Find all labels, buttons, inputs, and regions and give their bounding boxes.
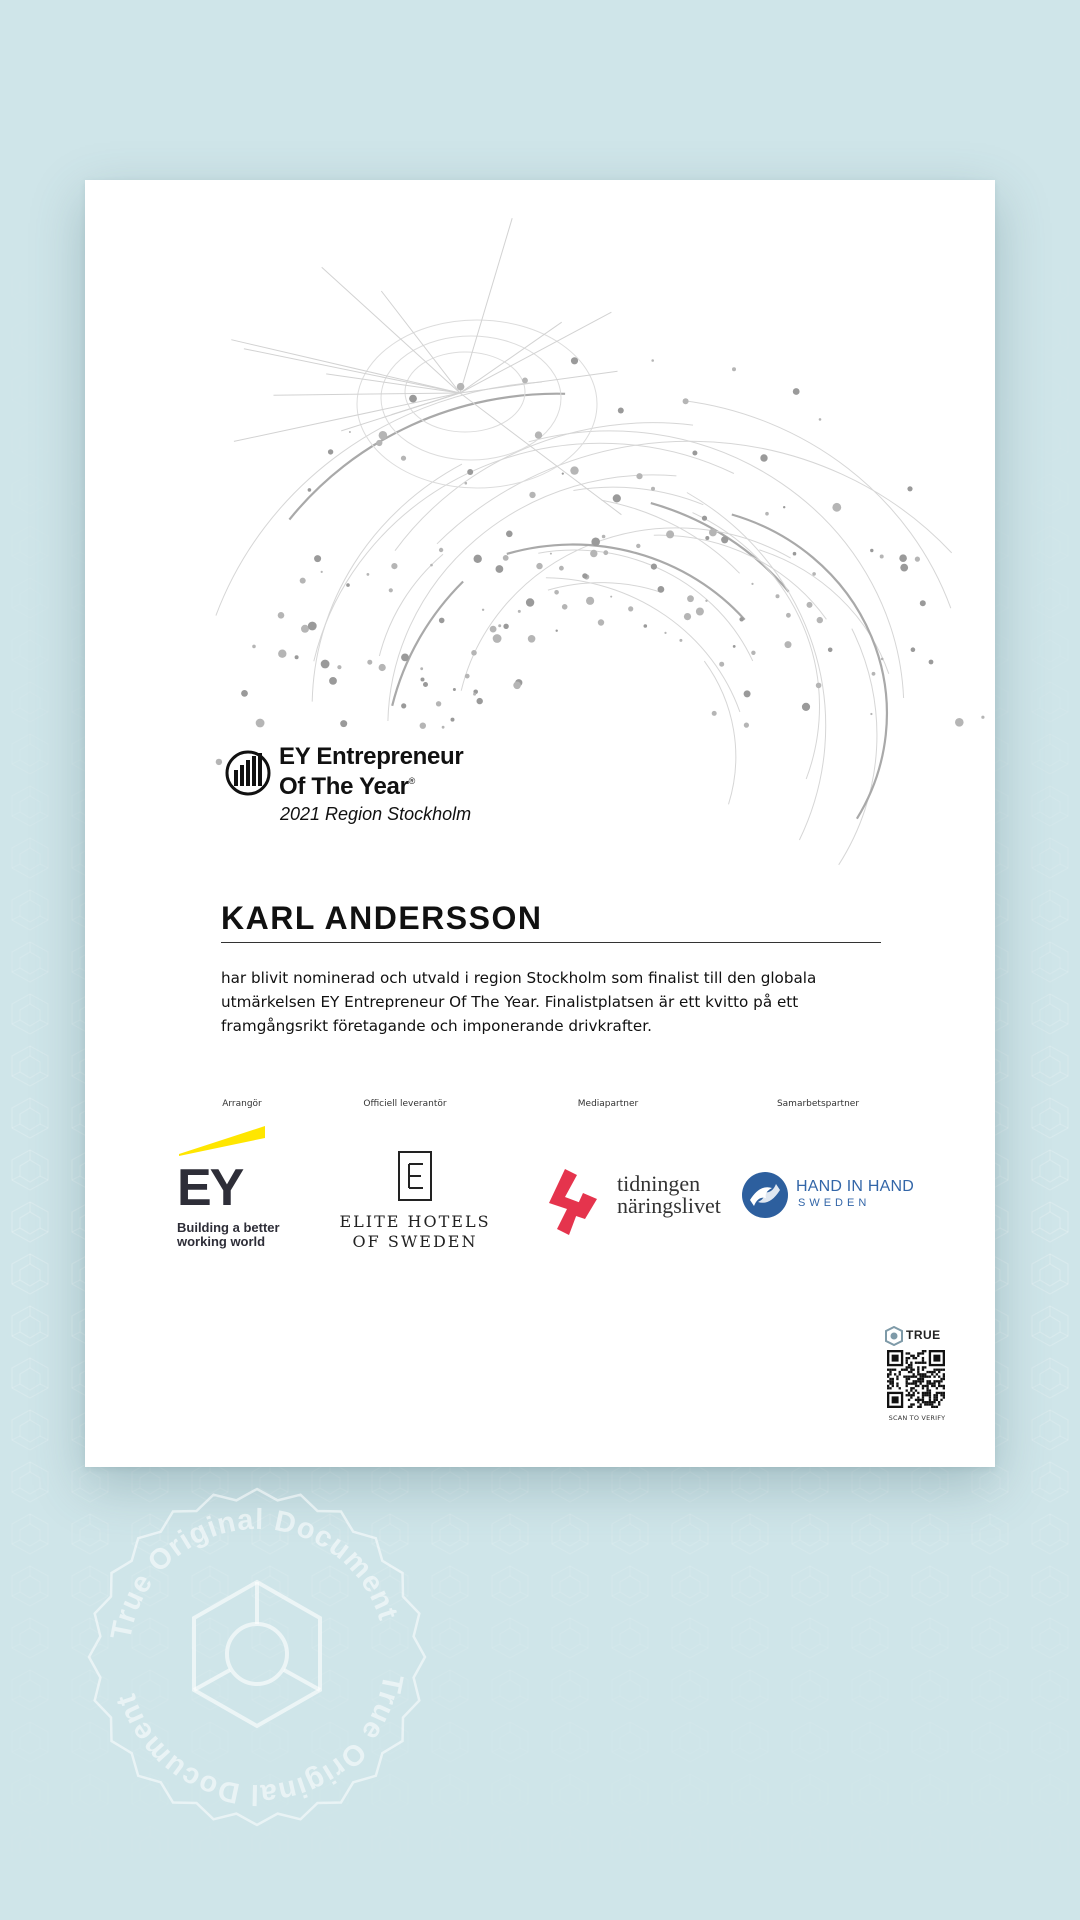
globe-node [556, 630, 558, 632]
elite-e-icon [397, 1150, 433, 1202]
globe-node [907, 486, 912, 491]
hands-icon [740, 1170, 790, 1220]
globe-node [308, 622, 317, 631]
globe-arc [529, 431, 904, 698]
ey-logo [177, 1124, 307, 1254]
globe-node [436, 701, 441, 706]
globe-node [613, 494, 621, 502]
globe-node [870, 549, 873, 552]
globe-node [278, 650, 286, 658]
globe-node [379, 431, 388, 440]
globe-node [687, 595, 694, 602]
globe-node [872, 672, 876, 676]
globe-arc [538, 550, 752, 661]
globe-node [586, 597, 594, 605]
globe-node [598, 619, 604, 625]
globe-node [705, 600, 707, 602]
globe-node [733, 645, 736, 648]
globe-node [420, 723, 426, 729]
award-title [279, 744, 539, 799]
globe-node [628, 606, 633, 611]
globe-node [490, 626, 497, 633]
globe-arc [573, 487, 703, 505]
globe-node [453, 688, 456, 691]
globe-node [252, 645, 256, 649]
globe-node [881, 658, 884, 661]
globe-node [379, 664, 386, 671]
globe-spoke [234, 393, 460, 441]
globe-node [721, 536, 728, 543]
globe-node [783, 506, 785, 508]
globe-node [430, 564, 433, 567]
globe-node [651, 564, 657, 570]
globe-node [981, 716, 984, 719]
globe-node [308, 488, 312, 492]
globe-node [401, 703, 406, 708]
globe-node [256, 719, 265, 728]
globe-node [536, 563, 542, 569]
globe-node [807, 602, 813, 608]
globe-spoke [244, 349, 460, 393]
globe-node [496, 565, 504, 573]
globe-node [832, 503, 841, 512]
globe-node [498, 624, 501, 627]
globe-spoke [326, 374, 460, 393]
globe-node [451, 718, 455, 722]
globe-node [776, 594, 780, 598]
globe-node [819, 418, 822, 421]
globe-node [518, 610, 521, 613]
globe-node [471, 650, 477, 656]
globe-node [709, 529, 717, 537]
globe-node [300, 578, 306, 584]
globe-arc [395, 423, 693, 551]
true-shield-icon [884, 1326, 904, 1346]
globe-node [321, 571, 323, 573]
globe-node [559, 566, 564, 571]
globe-node [955, 718, 964, 727]
globe-node [506, 531, 513, 538]
globe-node [442, 726, 445, 729]
globe-arc [732, 515, 887, 819]
globe-node [793, 552, 797, 556]
globe-node [278, 612, 285, 619]
globe-node [929, 660, 934, 665]
globe-spoke [274, 393, 461, 395]
globe-node [321, 660, 330, 669]
globe-node [828, 648, 833, 653]
globe-node [817, 617, 823, 623]
globe-arc [693, 513, 820, 779]
globe-node [570, 466, 578, 474]
globe-node [751, 651, 755, 655]
globe-node [329, 677, 337, 685]
certificate-body-text: har blivit nominerad och utvald i region Stockholm som finalist till den globala utmärkelsen EY Entrepreneur Of The Year. Finalistplatsen är ett kvitto på ett framgångsrikt företagande och imponerande drivkrafter. [221, 969, 817, 1035]
globe-node [911, 647, 916, 652]
globe-arc [651, 503, 789, 592]
globe-node [216, 759, 222, 765]
globe-node [915, 557, 920, 562]
globe-node [349, 431, 351, 433]
hih-logo-sub: SWEDEN [798, 1197, 871, 1209]
globe-node [658, 586, 665, 593]
tn-logo-text: tidningen näringslivet [617, 1171, 721, 1218]
globe-node [439, 618, 445, 624]
globe-node [409, 395, 417, 403]
globe-arc [546, 578, 740, 712]
globe-node [666, 530, 674, 538]
globe-arc [839, 629, 877, 865]
globe-node [692, 451, 697, 456]
globe-node [900, 564, 908, 572]
globe-node [603, 550, 608, 555]
bar-chart-icon [225, 748, 271, 798]
globe-arc [704, 661, 736, 804]
globe-node [571, 357, 578, 364]
globe-node [702, 516, 707, 521]
globe-node [439, 548, 443, 552]
certificate-document [85, 180, 995, 1467]
award-logo [225, 743, 525, 848]
globe-node [401, 456, 406, 461]
globe-arc [507, 545, 745, 620]
globe-node [696, 608, 704, 616]
seal-text-repeat: True Original Document [109, 1671, 409, 1811]
globe-node [562, 604, 568, 610]
globe-node [340, 720, 347, 727]
globe-arc [312, 464, 462, 701]
globe-node [705, 536, 709, 540]
globe-node [760, 454, 767, 461]
globe-node [467, 469, 473, 475]
ey-logo-text: EY [177, 1159, 243, 1217]
globe-node [295, 655, 299, 659]
globe-node [591, 538, 600, 547]
globe-node [529, 492, 535, 498]
globe-node [751, 583, 753, 585]
globe-node [618, 408, 624, 414]
globe-node [636, 544, 640, 548]
globe-node [503, 624, 508, 629]
globe-node [683, 398, 689, 404]
globe-node [744, 723, 749, 728]
globe-node [554, 590, 559, 595]
globe-node [420, 667, 423, 670]
globe-node [739, 617, 743, 621]
globe-node [301, 625, 309, 633]
globe-spoke [460, 371, 618, 393]
seal-hex-icon [194, 1582, 320, 1726]
globe-arc [388, 475, 677, 721]
globe-node [636, 473, 642, 479]
globe-node [513, 682, 521, 690]
true-original-seal [84, 1484, 430, 1830]
globe-node [421, 678, 425, 682]
globe-node [346, 583, 350, 587]
globe-network-illustration [85, 180, 995, 1080]
globe-node [785, 641, 792, 648]
globe-node [241, 690, 248, 697]
globe-node [582, 573, 587, 578]
qr-code[interactable] [887, 1350, 945, 1408]
globe-spoke [460, 322, 562, 393]
globe-node [465, 674, 470, 679]
globe-node [602, 535, 606, 539]
globe-node [401, 654, 409, 662]
globe-node [610, 596, 612, 598]
globe-node [528, 635, 536, 643]
recipient-name: KARL ANDERSSON [221, 900, 543, 936]
sponsor-label-organizer: Arrangör [222, 1099, 262, 1109]
globe-node [337, 665, 341, 669]
globe-node [367, 573, 370, 576]
sponsor-label-partner: Samarbetspartner [776, 1099, 860, 1109]
globe-node [423, 682, 428, 687]
elite-hotels-text: ELITE HOTELS OF SWEDEN [339, 1212, 491, 1251]
globe-arc [684, 401, 951, 609]
ey-beam-icon [177, 1124, 269, 1158]
globe-arc [289, 394, 565, 520]
name-underline [221, 942, 881, 943]
globe-node [482, 609, 484, 611]
globe-node [802, 703, 810, 711]
globe-node [367, 660, 372, 665]
globe-node [473, 693, 476, 696]
globe-node [899, 554, 907, 562]
globe-node [684, 613, 691, 620]
globe-node [732, 367, 736, 371]
elite-hotels-logo [325, 1150, 505, 1260]
globe-node [465, 482, 468, 485]
globe-node [744, 690, 751, 697]
globe-node [391, 563, 397, 569]
globe-spoke [460, 393, 621, 515]
tn-mark-icon [535, 1165, 611, 1241]
globe-node [562, 473, 564, 475]
globe-node [651, 359, 654, 362]
globe-node [719, 662, 724, 667]
scan-to-verify-caption: SCAN TO VERIFY [888, 1414, 946, 1422]
registered-mark: ® [408, 776, 415, 786]
hih-logo-title: HAND IN HAND [796, 1178, 914, 1195]
globe-node [786, 613, 791, 618]
globe-arc [379, 554, 443, 656]
globe-node [870, 713, 872, 715]
globe-spoke [460, 312, 611, 393]
true-brand-label: TRUE [906, 1328, 941, 1342]
globe-node [816, 683, 822, 689]
sponsor-label-supplier: Officiell leverantör [363, 1099, 447, 1109]
globe-arc [548, 583, 661, 593]
globe-node [880, 555, 884, 559]
seal-text: True Original Document [105, 1503, 405, 1643]
award-title-line1: EY Entrepreneur [279, 743, 464, 770]
globe-node [793, 388, 800, 395]
globe-node [765, 512, 769, 516]
globe-node [550, 553, 552, 555]
globe-node [920, 600, 926, 606]
globe-node [503, 555, 509, 561]
globe-node [389, 588, 393, 592]
globe-node [535, 431, 542, 438]
sponsor-label-media: Mediapartner [577, 1099, 639, 1109]
globe-node [314, 555, 321, 562]
globe-node [812, 572, 816, 576]
ey-tagline: Building a better working world [177, 1220, 280, 1249]
globe-node [712, 711, 717, 716]
award-title-line2: Of The Year [279, 773, 409, 800]
globe-node [376, 440, 382, 446]
globe-spoke [460, 218, 512, 393]
globe-node [457, 383, 465, 391]
hand-in-hand-logo [740, 1170, 940, 1240]
globe-node [522, 378, 528, 384]
globe-spoke [231, 340, 460, 393]
globe-spoke [322, 267, 460, 393]
globe-node [526, 598, 534, 606]
globe-node [644, 624, 648, 628]
globe-node [679, 639, 682, 642]
globe-node [474, 555, 482, 563]
globe-node [493, 634, 502, 643]
globe-node [477, 698, 483, 704]
globe-node [651, 487, 655, 491]
globe-node [664, 632, 666, 634]
globe-node [328, 449, 333, 454]
globe-node [590, 550, 597, 557]
award-subtitle: 2021 Region Stockholm [280, 804, 472, 824]
verification-block[interactable] [882, 1328, 952, 1438]
tidningen-naringslivet-logo [535, 1165, 735, 1255]
